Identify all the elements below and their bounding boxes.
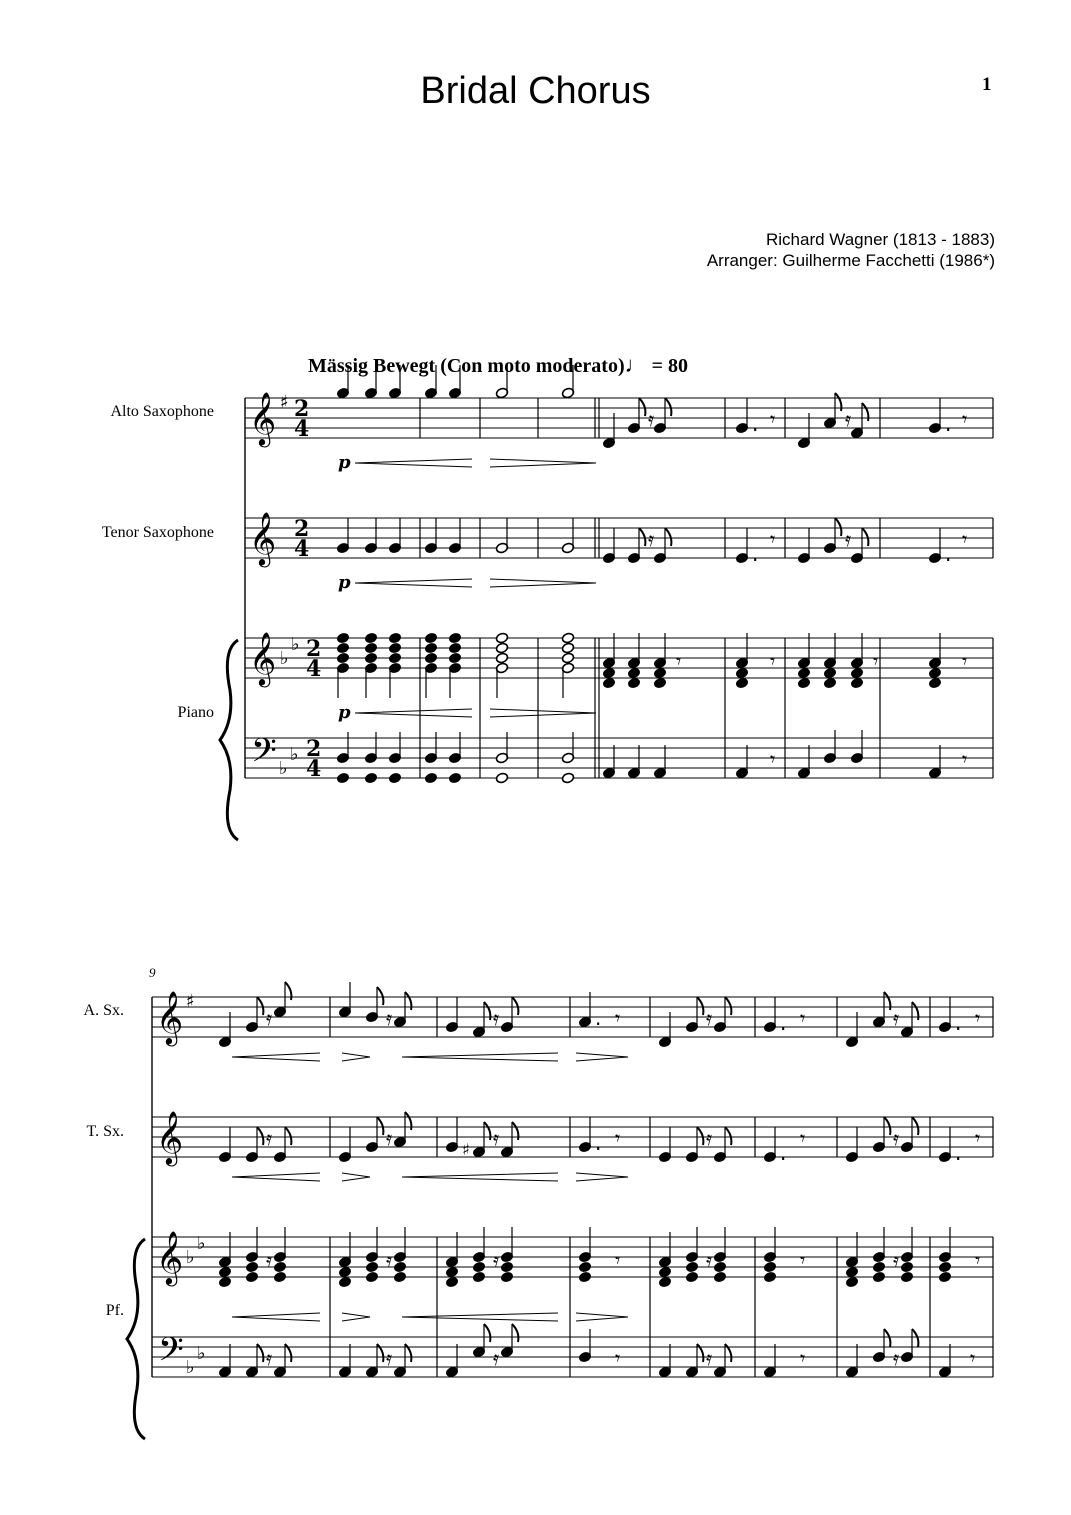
dot: . (752, 542, 759, 566)
treble-clef-icon: 𝄞 (156, 1230, 184, 1284)
note-head (336, 652, 349, 664)
note-head (500, 1261, 513, 1273)
eighth-rest: 𝄾 (615, 1346, 621, 1370)
score-graphics (127, 365, 993, 1439)
crescendo-hairpin (355, 709, 472, 717)
eighth-rest: 𝄾 (615, 1126, 621, 1150)
note-head (713, 1261, 726, 1273)
dynamic-marking: p (338, 572, 351, 593)
decrescendo-hairpin (342, 1173, 370, 1181)
note-head (735, 667, 748, 679)
instrument-label-alto: Alto Saxophone (110, 403, 214, 420)
note-flag (257, 1127, 263, 1145)
bass-clef-icon: 𝄢 (251, 732, 277, 778)
note-head (245, 1261, 258, 1273)
treble-clef-icon: 𝄞 (156, 1110, 184, 1164)
note-head (850, 667, 863, 679)
dot: . (595, 1131, 602, 1155)
note-flag (862, 528, 868, 546)
sixteenth-rest: 𝄿 (386, 1248, 393, 1272)
note-flag (912, 1329, 918, 1347)
eighth-rest: 𝄾 (962, 747, 968, 771)
sixteenth-rest: 𝄿 (706, 1248, 713, 1272)
sixteenth-rest: 𝄿 (386, 1126, 393, 1150)
eighth-rest: 𝄾 (800, 1006, 806, 1030)
note-head (393, 1271, 406, 1283)
key-flat-icon: ♭ (186, 1247, 195, 1268)
eighth-rest: 𝄾 (800, 1346, 806, 1370)
note-head (364, 642, 377, 654)
note-head (388, 642, 401, 654)
note-head (602, 677, 615, 689)
note-flag (884, 1329, 890, 1347)
note-head (602, 667, 615, 679)
half-note-head (561, 632, 574, 644)
eighth-rest: 𝄾 (873, 649, 879, 673)
note-flag (665, 398, 671, 416)
piano-brace (127, 1239, 145, 1439)
crescendo-hairpin (402, 1053, 558, 1061)
note-head (364, 632, 377, 644)
note-head (658, 1266, 671, 1278)
note-head (273, 1271, 286, 1283)
sixteenth-rest: 𝄿 (845, 527, 852, 551)
measure-number: 9 (149, 965, 156, 980)
sixteenth-rest: 𝄿 (706, 1346, 713, 1370)
tempo-bpm: = 80 (651, 355, 689, 377)
sixteenth-rest: 𝄿 (493, 1346, 500, 1370)
decrescendo-hairpin (576, 1173, 628, 1181)
note-head (938, 1261, 951, 1273)
score-title: Bridal Chorus (420, 70, 651, 112)
note-head (336, 772, 349, 784)
eighth-rest: 𝄾 (975, 1126, 981, 1150)
crescendo-hairpin (355, 459, 472, 467)
sixteenth-rest: 𝄿 (386, 1346, 393, 1370)
key-flat-icon: ♭ (291, 634, 300, 655)
dynamic-marking: p (338, 452, 351, 473)
dot: . (595, 1006, 602, 1030)
sixteenth-rest: 𝄿 (648, 407, 655, 431)
note-head (273, 1261, 286, 1273)
note-flag (697, 997, 703, 1015)
half-note-head (561, 652, 574, 664)
note-head (448, 632, 461, 644)
note-head (424, 642, 437, 654)
note-head (928, 677, 941, 689)
note-head (845, 1276, 858, 1288)
note-head (797, 677, 810, 689)
eighth-rest: 𝄾 (770, 407, 776, 431)
treble-clef-icon: 𝄞 (249, 511, 277, 565)
crescendo-hairpin (402, 1313, 558, 1321)
half-note-head (561, 642, 574, 654)
half-note-head (495, 652, 508, 664)
note-head (424, 632, 437, 644)
eighth-rest: 𝄾 (770, 527, 776, 551)
decrescendo-hairpin (490, 459, 596, 467)
sixteenth-rest: 𝄿 (706, 1126, 713, 1150)
note-head (900, 1261, 913, 1273)
time-signature-bottom: 4 (306, 656, 322, 682)
note-head (338, 1276, 351, 1288)
sixteenth-rest: 𝄿 (266, 1126, 273, 1150)
sixteenth-rest: 𝄿 (493, 1126, 500, 1150)
note-flag (884, 1117, 890, 1135)
note-head (448, 642, 461, 654)
note-flag (697, 1127, 703, 1145)
key-flat-icon: ♭ (186, 1357, 195, 1378)
instrument-label-tenor-short: T. Sx. (86, 1123, 124, 1140)
crescendo-hairpin (232, 1313, 320, 1321)
note-head (658, 1276, 671, 1288)
note-head (763, 1271, 776, 1283)
treble-clef-icon: 𝄞 (156, 990, 184, 1044)
note-flag (725, 1127, 731, 1145)
note-flag (512, 1324, 518, 1342)
note-head (448, 652, 461, 664)
note-head (872, 1271, 885, 1283)
composer-credit: Richard Wagner (1813 - 1883) (766, 230, 995, 249)
decrescendo-hairpin (342, 1053, 370, 1061)
note-flag (665, 528, 671, 546)
note-head (336, 632, 349, 644)
decrescendo-hairpin (490, 709, 596, 717)
note-head (393, 1261, 406, 1273)
half-note-head (495, 642, 508, 654)
note-head (823, 677, 836, 689)
sixteenth-rest: 𝄿 (706, 1006, 713, 1030)
eighth-rest: 𝄾 (975, 1006, 981, 1030)
decrescendo-hairpin (342, 1313, 370, 1321)
time-signature-top: 2 (294, 516, 310, 542)
note-head (845, 1266, 858, 1278)
note-flag (639, 398, 645, 416)
eighth-rest: 𝄾 (770, 747, 776, 771)
time-signature-bottom: 4 (294, 536, 310, 562)
key-flat-icon: ♭ (290, 744, 299, 765)
dot: . (945, 412, 952, 436)
note-head (735, 677, 748, 689)
eighth-rest: 𝄾 (615, 1006, 621, 1030)
sixteenth-rest: 𝄿 (266, 1346, 273, 1370)
note-head (472, 1261, 485, 1273)
sixteenth-rest: 𝄿 (266, 1248, 273, 1272)
sixteenth-rest: 𝄿 (893, 1006, 900, 1030)
note-head (900, 1271, 913, 1283)
eighth-rest: 𝄾 (615, 1248, 621, 1272)
note-head (578, 1261, 591, 1273)
note-head (424, 772, 437, 784)
note-head (685, 1261, 698, 1273)
time-signature-top: 2 (294, 396, 310, 422)
note-head (938, 1271, 951, 1283)
note-head (388, 652, 401, 664)
sixteenth-rest: 𝄿 (893, 1248, 900, 1272)
note-head (365, 1271, 378, 1283)
time-signature-bottom: 4 (294, 416, 310, 442)
note-head (653, 677, 666, 689)
sixteenth-rest: 𝄿 (893, 1346, 900, 1370)
crescendo-hairpin (232, 1053, 320, 1061)
note-head (928, 667, 941, 679)
dot: . (955, 1011, 962, 1035)
note-head (336, 642, 349, 654)
note-head (338, 1266, 351, 1278)
decrescendo-hairpin (490, 579, 596, 587)
dot: . (780, 1141, 787, 1165)
instrument-label-tenor: Tenor Saxophone (101, 524, 214, 541)
eighth-rest: 𝄾 (962, 407, 968, 431)
instrument-label-piano: Piano (177, 704, 214, 721)
dynamic-marking: p (338, 702, 351, 723)
eighth-rest: 𝄾 (975, 1248, 981, 1272)
note-head (218, 1276, 231, 1288)
note-flag (484, 1324, 490, 1342)
note-head (448, 772, 461, 784)
note-head (445, 1276, 458, 1288)
piano-brace (220, 640, 238, 840)
eighth-rest: 𝄾 (770, 649, 776, 673)
key-flat-icon: ♭ (279, 758, 288, 779)
note-head (850, 677, 863, 689)
sixteenth-rest: 𝄿 (493, 1248, 500, 1272)
instrument-label-alto-short: A. Sx. (83, 1002, 124, 1019)
decrescendo-hairpin (576, 1053, 628, 1061)
note-head (388, 632, 401, 644)
quarter-note-icon: ♩ (624, 352, 647, 377)
sixteenth-rest: 𝄿 (845, 407, 852, 431)
note-head (500, 1271, 513, 1283)
note-head (653, 667, 666, 679)
key-sharp-icon: ♯ (280, 392, 289, 413)
sharp-accidental-icon: ♯ (462, 1140, 470, 1159)
half-note-head (561, 772, 574, 784)
note-flag (377, 987, 383, 1005)
dot: . (955, 1141, 962, 1165)
note-flag (639, 528, 645, 546)
crescendo-hairpin (402, 1173, 558, 1181)
instrument-label-piano-short: Pf. (105, 1302, 124, 1319)
note-head (627, 677, 640, 689)
crescendo-hairpin (355, 579, 472, 587)
note-head (713, 1271, 726, 1283)
note-head (872, 1261, 885, 1273)
note-head (627, 667, 640, 679)
note-head (364, 652, 377, 664)
note-head (797, 667, 810, 679)
page-number: 1 (982, 74, 992, 95)
time-signature-top: 2 (306, 736, 322, 762)
note-head (472, 1271, 485, 1283)
note-head (424, 652, 437, 664)
time-signature-top: 2 (306, 636, 322, 662)
note-head (823, 667, 836, 679)
note-flag (912, 1117, 918, 1135)
tempo-text: Mässig Bewegt (Con moto moderato) (308, 355, 625, 377)
eighth-rest: 𝄾 (962, 527, 968, 551)
dot: . (945, 542, 952, 566)
crescendo-hairpin (232, 1173, 320, 1181)
key-flat-icon: ♭ (197, 1343, 206, 1364)
key-sharp-icon: ♯ (186, 991, 195, 1012)
note-head (218, 1266, 231, 1278)
sixteenth-rest: 𝄿 (893, 1126, 900, 1150)
note-head (763, 1261, 776, 1273)
eighth-rest: 𝄾 (970, 1346, 976, 1370)
arranger-credit: Arranger: Guilherme Facchetti (1986*) (706, 251, 995, 270)
sixteenth-rest: 𝄿 (648, 527, 655, 551)
sixteenth-rest: 𝄿 (266, 1006, 273, 1030)
sixteenth-rest: 𝄿 (493, 1006, 500, 1030)
note-flag (725, 997, 731, 1015)
time-signature-bottom: 4 (306, 756, 322, 782)
key-flat-icon: ♭ (280, 648, 289, 669)
half-note-head (495, 772, 508, 784)
note-head (388, 772, 401, 784)
bass-clef-icon: 𝄢 (158, 1331, 184, 1377)
note-flag (835, 518, 841, 536)
dot: . (752, 412, 759, 436)
note-head (365, 1261, 378, 1273)
note-head (685, 1271, 698, 1283)
key-flat-icon: ♭ (197, 1233, 206, 1254)
note-flag (377, 1117, 383, 1135)
note-head (578, 1271, 591, 1283)
treble-clef-icon: 𝄞 (249, 391, 277, 445)
note-flag (285, 1127, 291, 1145)
eighth-rest: 𝄾 (800, 1126, 806, 1150)
note-head (364, 772, 377, 784)
eighth-rest: 𝄾 (800, 1248, 806, 1272)
note-head (245, 1271, 258, 1283)
decrescendo-hairpin (576, 1313, 628, 1321)
dot: . (780, 1011, 787, 1035)
eighth-rest: 𝄾 (676, 649, 682, 673)
half-note-head (495, 632, 508, 644)
eighth-rest: 𝄾 (962, 649, 968, 673)
note-head (445, 1266, 458, 1278)
treble-clef-icon: 𝄞 (249, 631, 277, 685)
note-flag (257, 997, 263, 1015)
sixteenth-rest: 𝄿 (386, 1006, 393, 1030)
note-flag (512, 997, 518, 1015)
